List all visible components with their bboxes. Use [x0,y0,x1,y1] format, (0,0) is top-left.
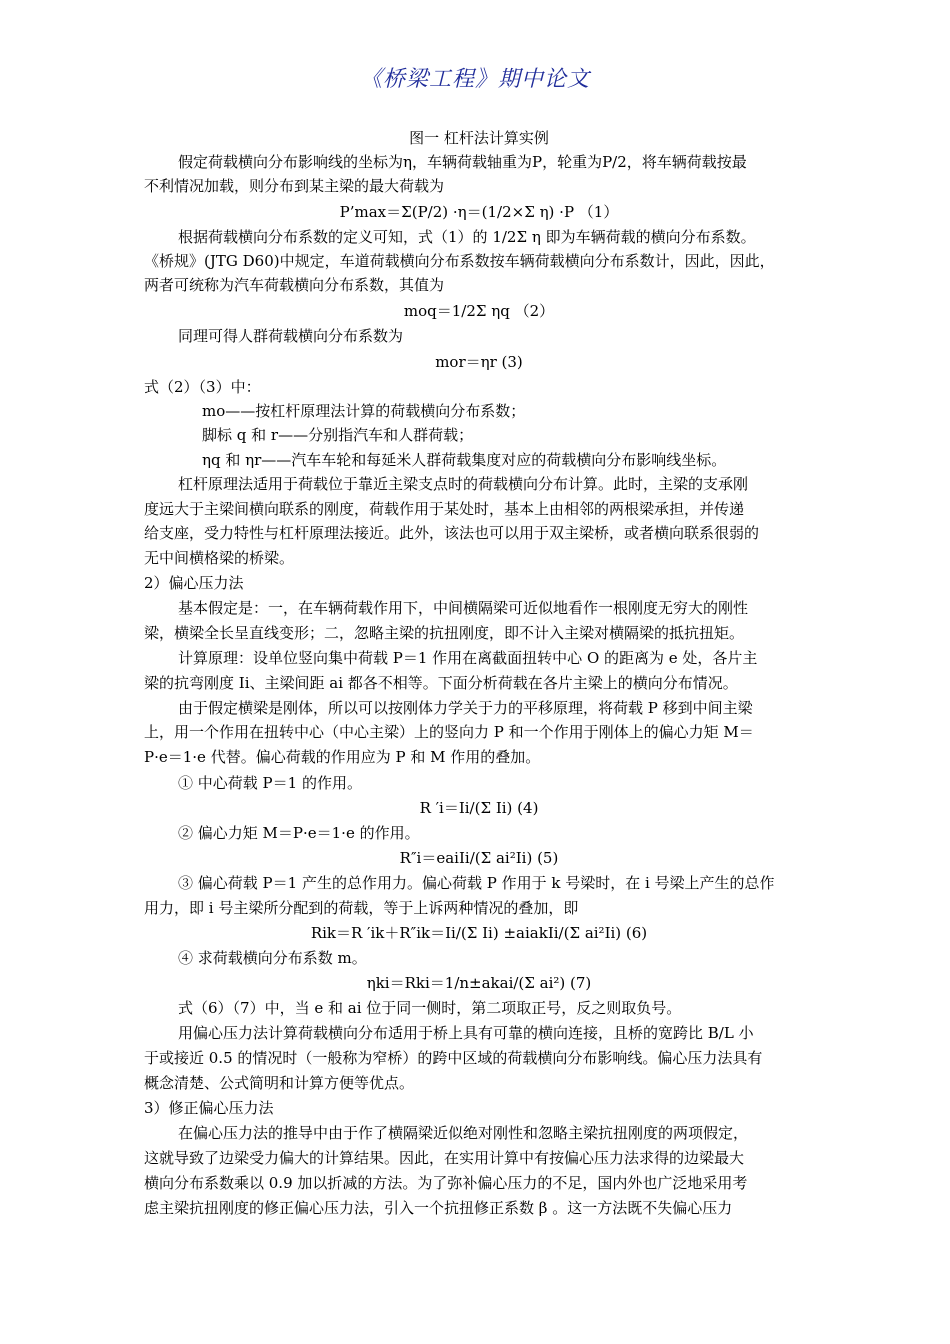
text-line: 基本假定是：一，在车辆荷载作用下，中间横隔梁可近似地看作一根刚度无穷大的刚性 [178,599,749,617]
text-line: 上，用一个作用在扭转中心（中心主梁）上的竖向力 P 和一个作用于刚体上的偏心力矩 M＝ [144,723,754,741]
formula-5: R″i＝eaiIi/(Σ ai²Ii) (5) [399,849,559,867]
text-line: 《桥规》(JTG D60)中规定，车道荷载横向分布系数按车辆荷载横向分布系数计，因此，因此， [144,252,775,270]
text-line: 式（6）（7）中，当 e 和 ai 位于同一侧时，第二项取正号，反之则取负号。 [178,999,682,1017]
text-line: 假定荷载横向分布影响线的坐标为η，车辆荷载轴重为P，轮重为P/2，将车辆荷载按最 [178,153,747,171]
text-line: ④ 求荷载横向分布系数 m。 [178,949,367,967]
formula-1: P’max＝Σ(P/2) ·η＝(1/2×Σ η) ·P （1） [339,203,619,221]
text-line: 由于假定横梁是刚体，所以可以按刚体力学关于力的平移原理，将荷载 P 移到中间主梁 [178,699,753,717]
definition-line: 脚标 q 和 r——分别指汽车和人群荷载； [202,426,474,444]
document-header-title: 《桥梁工程》期中论文 [359,67,590,92]
section-heading: 3）修正偏心压力法 [144,1099,274,1117]
text-line: 这就导致了边梁受力偏大的计算结果。因此，在实用计算中有按偏心压力法求得的边梁最大 [144,1149,745,1167]
text-line: 于或接近 0.5 的情况时（一般称为窄桥）的跨中区域的荷载横向分布影响线。偏心压力法具有 [144,1049,763,1067]
text-line: ② 偏心力矩 M＝P·e＝1·e 的作用。 [178,824,420,842]
text-line: 虑主梁抗扭刚度的修正偏心压力法，引入一个抗扭修正系数 β 。这一方法既不失偏心压力 [144,1199,733,1217]
text-line: 两者可统称为汽车荷载横向分布系数，其值为 [144,276,445,294]
text-line: 无中间横格梁的桥梁。 [144,549,295,567]
text-line: ③ 偏心荷载 P＝1 产生的总作用力。偏心荷载 P 作用于 k 号梁时，在 i 号梁上产生的总作 [178,874,775,892]
definition-line: mo——按杠杆原理法计算的荷载横向分布系数； [202,402,526,420]
formula-4: R ′i＝Ii/(Σ Ii) (4) [419,799,539,817]
definition-line: ηq 和 ηr——汽车车轮和每延米人群荷载集度对应的荷载横向分布影响线坐标。 [202,451,727,469]
text-line: 在偏心压力法的推导中由于作了横隔梁近似绝对刚性和忽略主梁抗扭刚度的两项假定， [178,1124,749,1142]
text-line: 用偏心压力法计算荷载横向分布适用于桥上具有可靠的横向连接，且桥的宽跨比 B/L 小 [178,1024,754,1042]
text-line: 用力，即 i 号主梁所分配到的荷载，等于上诉两种情况的叠加，即 [144,899,579,917]
formula-7: ηki＝Rki＝1/n±akai/(Σ ai²) (7) [366,974,592,992]
text-line: 概念清楚、公式简明和计算方便等优点。 [144,1074,415,1092]
text-line: 度远大于主梁间横向联系的刚度，荷载作用于某处时，基本上由相邻的两根梁承担，并传递 [144,500,745,518]
text-line: 不利情况加载，则分布到某主梁的最大荷载为 [144,177,445,195]
formula-6: Rik＝R ′ik＋R″ik＝Ii/(Σ Ii) ±aiakIi/(Σ ai²Ii) (6) [310,924,648,942]
text-line: 根据荷载横向分布系数的定义可知，式（1）的 1/2Σ η 即为车辆荷载的横向分布系数。 [178,228,756,246]
formula-2: moq＝1/2Σ ηq （2） [403,302,555,320]
text-line: 同理可得人群荷载横向分布系数为 [178,327,404,345]
text-line: ① 中心荷载 P＝1 的作用。 [178,774,362,792]
text-line: 横向分布系数乘以 0.9 加以折减的方法。为了弥补偏心压力的不足，国内外也广泛地采用考 [144,1174,748,1192]
text-line: 杠杆原理法适用于荷载位于靠近主梁支点时的荷载横向分布计算。此时，主梁的支承刚 [178,475,749,493]
text-line: 式（2）（3）中： [144,378,261,396]
text-line: 计算原理：设单位竖向集中荷载 P＝1 作用在离截面扭转中心 O 的距离为 e 处，各片主 [178,649,758,667]
text-line: 梁的抗弯刚度 Ii、主梁间距 ai 都各不相等。下面分析荷载在各片主梁上的横向分布情况。 [144,674,738,692]
text-line: 梁，横梁全长呈直线变形；二，忽略主梁的抗扭刚度，即不计入主梁对横隔梁的抵抗扭矩。 [144,624,745,642]
formula-3: mor＝ηr (3) [435,353,523,371]
text-line: P·e＝1·e 代替。偏心荷载的作用应为 P 和 M 作用的叠加。 [144,748,541,766]
section-heading: 2）偏心压力法 [144,574,244,592]
figure-caption: 图一 杠杆法计算实例 [409,129,549,147]
text-line: 给支座，受力特性与杠杆原理法接近。此外，该法也可以用于双主梁桥，或者横向联系很弱的 [144,524,760,542]
